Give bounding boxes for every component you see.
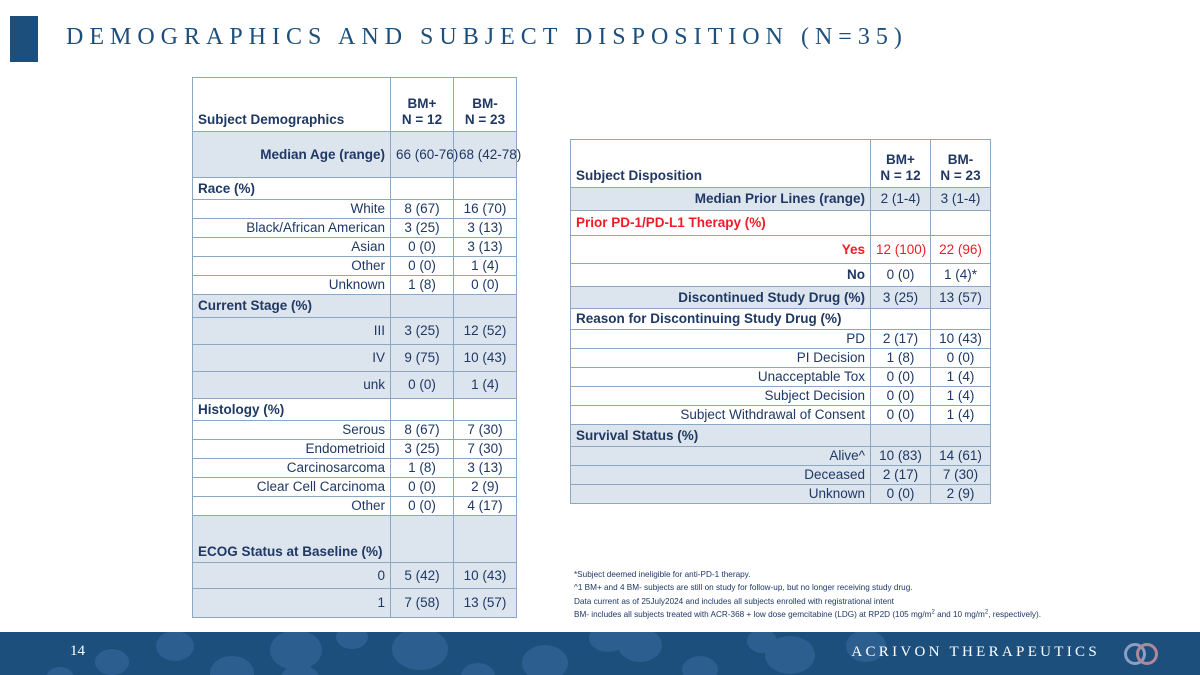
row-value-bm-plus: 10 (83) — [871, 447, 931, 466]
row-label: Clear Cell Carcinoma — [193, 478, 391, 497]
demographics-header-label: Subject Demographics — [193, 78, 391, 132]
row-value-bm-minus — [454, 295, 517, 318]
table-header-row — [571, 140, 991, 188]
row-value-bm-plus — [871, 211, 931, 236]
table-row — [193, 345, 517, 372]
row-value-bm-minus: 10 (43) — [454, 345, 517, 372]
title-accent-block — [10, 16, 38, 62]
row-label: Other — [193, 497, 391, 516]
row-value-bm-plus: 7 (58) — [391, 589, 454, 618]
row-label: Median Age (range) — [193, 132, 391, 178]
table-row — [193, 459, 517, 478]
footnote-line-4-b: and 10 mg/m — [934, 609, 985, 619]
row-value-bm-minus: 1 (4) — [454, 257, 517, 276]
row-label: Alive^ — [571, 447, 871, 466]
row-value-bm-minus: 3 (13) — [454, 219, 517, 238]
row-label: Asian — [193, 238, 391, 257]
table-row — [193, 478, 517, 497]
table-row — [571, 466, 991, 485]
row-label: Current Stage (%) — [193, 295, 391, 318]
row-value-bm-plus: 0 (0) — [391, 257, 454, 276]
row-value-bm-minus: 4 (17) — [454, 497, 517, 516]
row-value-bm-minus: 1 (4) — [931, 387, 991, 406]
table-row — [193, 563, 517, 589]
bm-plus-line1: BM+ — [407, 95, 437, 111]
row-label: Histology (%) — [193, 399, 391, 421]
row-value-bm-plus: 3 (25) — [871, 287, 931, 309]
row-value-bm-minus: 1 (4) — [931, 368, 991, 387]
table-row — [193, 238, 517, 257]
row-label: 1 — [193, 589, 391, 618]
row-value-bm-plus — [391, 178, 454, 200]
row-label: PI Decision — [571, 349, 871, 368]
row-label-highlighted: Yes — [571, 236, 871, 264]
row-value-bm-minus: 1 (4) — [454, 372, 517, 399]
row-value-bm-minus: 0 (0) — [454, 276, 517, 295]
table-row — [193, 421, 517, 440]
table-row — [193, 276, 517, 295]
row-value-bm-plus: 8 (67) — [391, 421, 454, 440]
row-label: PD — [571, 330, 871, 349]
row-value-bm-minus: 14 (61) — [931, 447, 991, 466]
footnote-line-3: Data current as of 25July2024 and includes all subjects enrolled with registrational intent — [574, 596, 894, 606]
page-number: 14 — [70, 643, 85, 659]
table-row — [571, 447, 991, 466]
table-row — [571, 368, 991, 387]
footnote-line-1: *Subject deemed ineligible for anti-PD-1 therapy. — [574, 570, 751, 579]
table-row — [571, 485, 991, 504]
table-row — [571, 330, 991, 349]
row-value-bm-plus: 0 (0) — [871, 264, 931, 287]
row-label: Unknown — [193, 276, 391, 295]
row-label: Other — [193, 257, 391, 276]
table-section-row — [193, 516, 517, 563]
footnotes-block — [574, 568, 1041, 621]
row-value-bm-plus: 5 (42) — [391, 563, 454, 589]
row-value-bm-plus — [391, 516, 454, 563]
table-row — [193, 497, 517, 516]
row-label: Deceased — [571, 466, 871, 485]
row-value-bm-minus — [931, 425, 991, 447]
table-row — [193, 200, 517, 219]
row-value-bm-minus: 1 (4) — [931, 406, 991, 425]
row-value-bm-minus: 2 (9) — [931, 485, 991, 504]
table-row — [193, 372, 517, 399]
demographics-col-bm-plus — [391, 78, 454, 132]
table-row — [571, 236, 991, 264]
row-value-bm-minus: 7 (30) — [454, 440, 517, 459]
row-value-bm-plus: 1 (8) — [871, 349, 931, 368]
table-row — [193, 318, 517, 345]
row-value-bm-minus — [454, 178, 517, 200]
table-section-row — [571, 309, 991, 330]
row-value-bm-plus: 1 (8) — [391, 276, 454, 295]
row-label: Unacceptable Tox — [571, 368, 871, 387]
row-label: Unknown — [571, 485, 871, 504]
bm-plus-line2: N = 12 — [880, 167, 921, 183]
row-value-bm-minus: 16 (70) — [454, 200, 517, 219]
bm-minus-line2: N = 23 — [464, 111, 506, 127]
bm-minus-line1: BM- — [472, 95, 498, 111]
table-row — [571, 387, 991, 406]
row-value-bm-plus: 0 (0) — [391, 372, 454, 399]
row-label: Reason for Discontinuing Study Drug (%) — [571, 309, 871, 330]
row-value-bm-plus: 3 (25) — [391, 440, 454, 459]
table-row — [193, 219, 517, 238]
page-title: DEMOGRAPHICS AND SUBJECT DISPOSITION (N=35) — [66, 24, 908, 50]
row-value-bm-minus: 2 (9) — [454, 478, 517, 497]
row-value-bm-minus — [454, 516, 517, 563]
table-row — [193, 589, 517, 618]
demographics-table — [192, 77, 522, 618]
row-label: Race (%) — [193, 178, 391, 200]
table-section-row — [193, 178, 517, 200]
row-value-bm-minus: 7 (30) — [931, 466, 991, 485]
row-label: Black/African American — [193, 219, 391, 238]
row-value-bm-plus: 0 (0) — [871, 406, 931, 425]
bm-minus-line1: BM- — [947, 151, 974, 167]
row-value-bm-plus: 3 (25) — [391, 219, 454, 238]
bm-plus-line1: BM+ — [886, 151, 915, 167]
row-value-bm-plus — [391, 295, 454, 318]
row-label: III — [193, 318, 391, 345]
table-row — [193, 132, 517, 178]
row-label: Serous — [193, 421, 391, 440]
row-value-bm-minus: 1 (4)* — [931, 264, 991, 287]
slide-footer — [0, 632, 1200, 675]
row-value-bm-minus: 10 (43) — [931, 330, 991, 349]
row-value-bm-minus: 13 (57) — [931, 287, 991, 309]
row-value-bm-minus: 22 (96) — [931, 236, 991, 264]
table-section-row — [193, 399, 517, 421]
row-label: White — [193, 200, 391, 219]
row-value-bm-minus: 10 (43) — [454, 563, 517, 589]
footnote-sup-2: 2 — [984, 609, 989, 616]
row-value-bm-plus: 0 (0) — [391, 478, 454, 497]
disposition-header-label: Subject Disposition — [571, 140, 871, 188]
table-section-row — [571, 425, 991, 447]
row-value-bm-minus: 12 (52) — [454, 318, 517, 345]
row-label: No — [571, 264, 871, 287]
row-value-bm-minus: 3 (13) — [454, 459, 517, 478]
row-value-bm-plus: 9 (75) — [391, 345, 454, 372]
row-value-bm-minus: 13 (57) — [454, 589, 517, 618]
demographics-col-bm-minus — [454, 78, 517, 132]
row-value-bm-plus: 12 (100) — [871, 236, 931, 264]
row-value-bm-minus: 3 (13) — [454, 238, 517, 257]
row-value-bm-minus: 7 (30) — [454, 421, 517, 440]
bm-plus-line2: N = 12 — [401, 111, 443, 127]
row-label: 0 — [193, 563, 391, 589]
row-value-bm-minus: 68 (42-78) — [454, 132, 517, 178]
row-label: unk — [193, 372, 391, 399]
bm-minus-line2: N = 23 — [940, 167, 981, 183]
row-label-highlighted: Prior PD-1/PD-L1 Therapy (%) — [571, 211, 871, 236]
table-row — [571, 188, 991, 211]
row-value-bm-plus — [871, 309, 931, 330]
row-value-bm-plus: 66 (60-76) — [391, 132, 454, 178]
table-section-row — [193, 295, 517, 318]
disposition-table — [570, 139, 991, 504]
row-label: IV — [193, 345, 391, 372]
row-label: Subject Withdrawal of Consent — [571, 406, 871, 425]
footnote-sup-1: 2 — [931, 609, 935, 616]
row-value-bm-plus: 2 (17) — [871, 466, 931, 485]
row-label: ECOG Status at Baseline (%) — [193, 516, 391, 563]
table-row — [193, 257, 517, 276]
row-value-bm-plus: 0 (0) — [871, 485, 931, 504]
company-name: ACRIVON THERAPEUTICS — [851, 644, 1100, 660]
table-row — [571, 287, 991, 309]
row-value-bm-plus: 1 (8) — [391, 459, 454, 478]
row-label: Carcinosarcoma — [193, 459, 391, 478]
footnote-line-2: ^1 BM+ and 4 BM- subjects are still on study for follow-up, but no longer receiving study drug. — [574, 583, 913, 593]
footnote-line-4-a: BM- includes all subjects treated with ACR-368 + low dose gemcitabine (LDG) at RP2D (105 mg/m — [574, 609, 932, 619]
row-value-bm-plus — [871, 425, 931, 447]
table-row — [571, 264, 991, 287]
table-row — [571, 349, 991, 368]
row-value-bm-minus — [931, 309, 991, 330]
row-value-bm-minus: 0 (0) — [931, 349, 991, 368]
row-value-bm-plus: 0 (0) — [391, 238, 454, 257]
row-value-bm-plus: 8 (67) — [391, 200, 454, 219]
row-label: Discontinued Study Drug (%) — [571, 287, 871, 309]
disposition-col-bm-plus — [871, 140, 931, 188]
row-value-bm-minus — [454, 399, 517, 421]
table-row — [193, 440, 517, 459]
row-label: Subject Decision — [571, 387, 871, 406]
row-value-bm-plus: 0 (0) — [871, 387, 931, 406]
row-value-bm-plus: 3 (25) — [391, 318, 454, 345]
acrivon-logo-icon — [1118, 641, 1164, 667]
footnote-line-4 — [574, 608, 1041, 621]
row-value-bm-plus: 0 (0) — [391, 497, 454, 516]
table-section-row — [571, 211, 991, 236]
row-label: Survival Status (%) — [571, 425, 871, 447]
row-value-bm-minus — [931, 211, 991, 236]
row-label: Endometrioid — [193, 440, 391, 459]
row-label: Median Prior Lines (range) — [571, 188, 871, 211]
table-row — [571, 406, 991, 425]
row-value-bm-plus — [391, 399, 454, 421]
footnote-line-4-c: , respectively). — [988, 609, 1041, 619]
row-value-bm-plus: 2 (1-4) — [871, 188, 931, 211]
disposition-col-bm-minus — [931, 140, 991, 188]
row-value-bm-plus: 0 (0) — [871, 368, 931, 387]
row-value-bm-minus: 3 (1-4) — [931, 188, 991, 211]
table-header-row — [193, 78, 517, 132]
row-value-bm-plus: 2 (17) — [871, 330, 931, 349]
